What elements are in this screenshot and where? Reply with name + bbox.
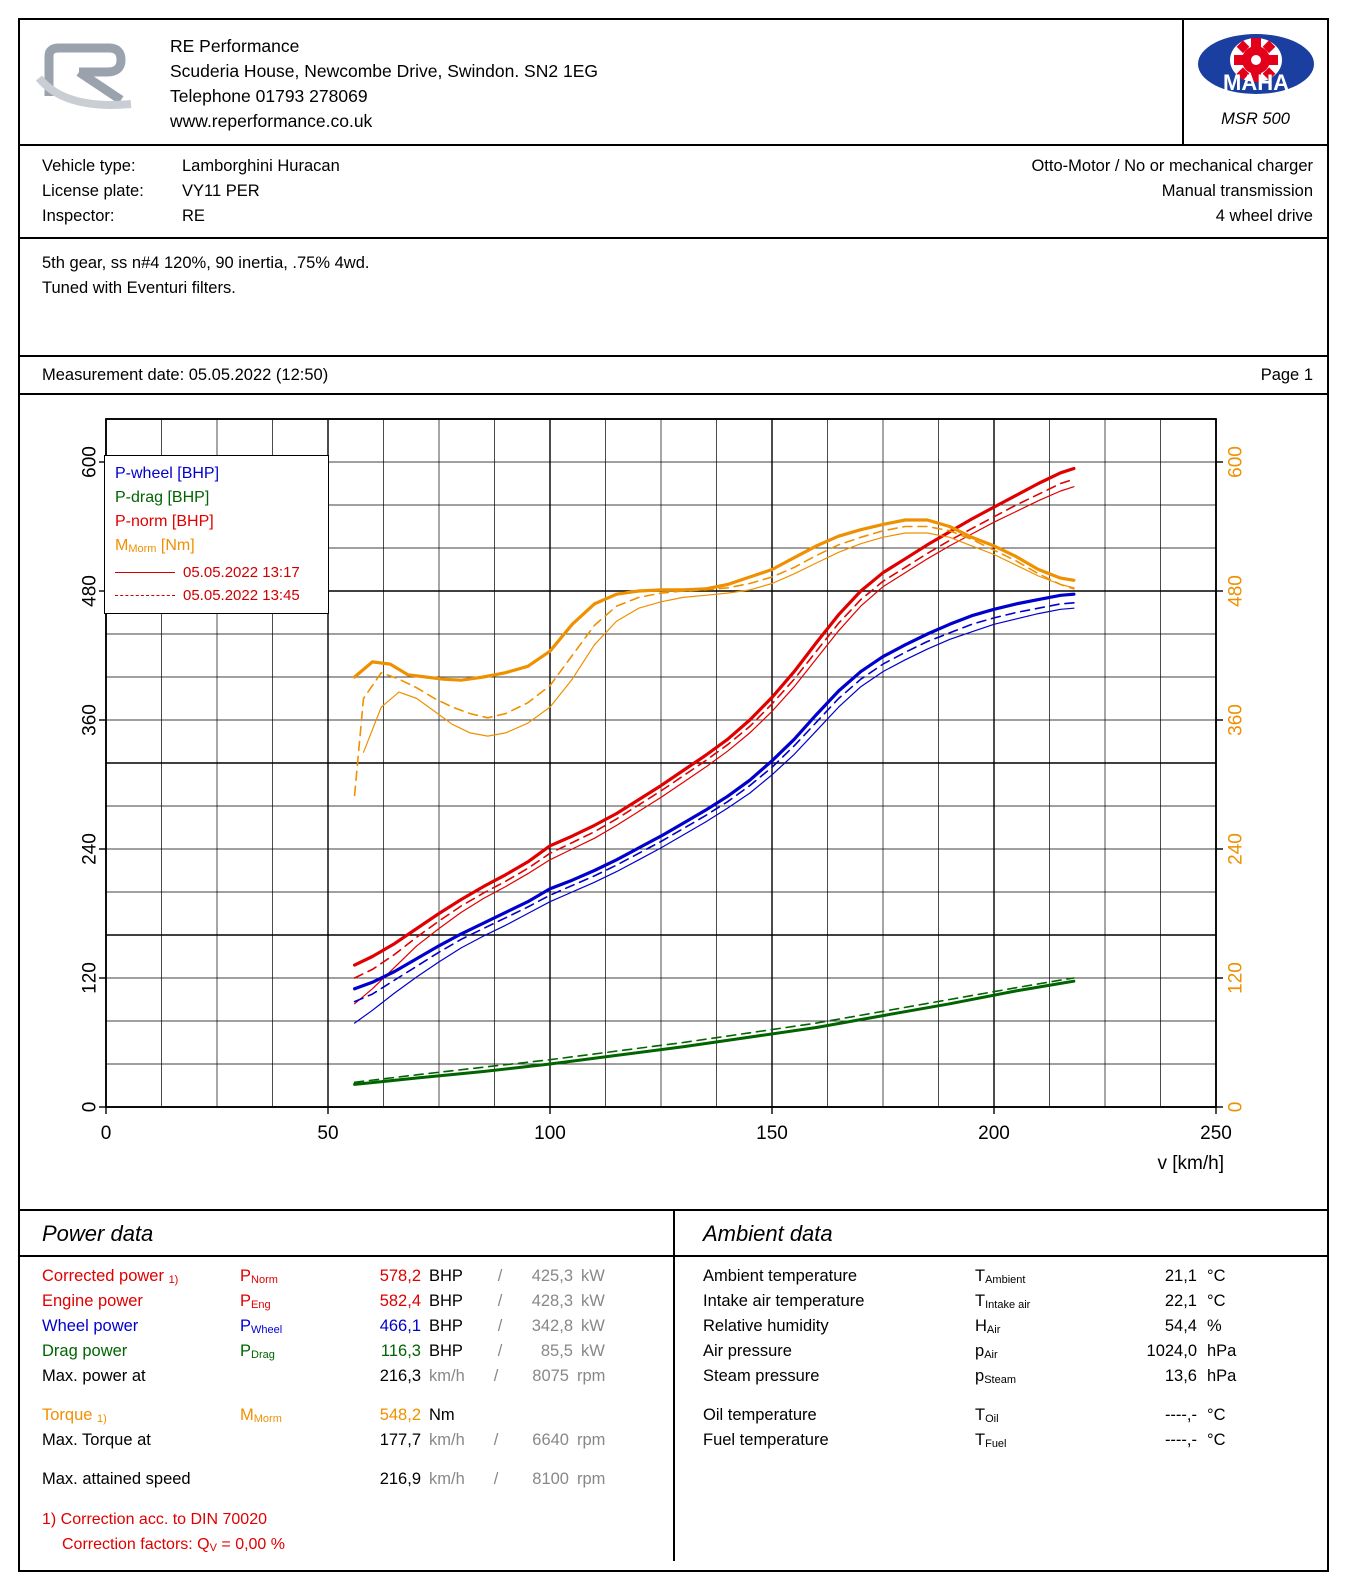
test-note-line-2: Tuned with Eventuri filters. [42, 279, 236, 297]
power-row-value-2: 428,3 [531, 1292, 573, 1310]
ambient-row-unit: °C [1207, 1406, 1226, 1424]
power-row-separator: / [493, 1431, 499, 1449]
power-data-footnotes [20, 1495, 673, 1561]
spacer [20, 1456, 673, 1470]
power-row-label: Torque 1) [42, 1406, 107, 1425]
ambient-row-unit: hPa [1207, 1367, 1237, 1385]
legend-line-dashed [115, 595, 175, 596]
power-row-label: Max. Torque at [42, 1431, 151, 1449]
ambient-data-panel [675, 1211, 1327, 1561]
svg-text:50: 50 [317, 1123, 339, 1144]
power-row-value: 116,3 [380, 1342, 421, 1360]
ambient-data-row [675, 1292, 1327, 1317]
power-row-label: Wheel power [42, 1317, 139, 1335]
license-plate-label: License plate: [42, 182, 144, 200]
svg-text:0: 0 [100, 1123, 112, 1144]
svg-text:0: 0 [79, 1101, 101, 1113]
spacer [20, 1392, 673, 1406]
ambient-row-unit: °C [1207, 1431, 1226, 1449]
ambient-row-value: 1024,0 [1146, 1342, 1197, 1360]
svg-text:100: 100 [534, 1123, 566, 1144]
ambient-data-row [675, 1267, 1327, 1292]
power-data-row [20, 1431, 673, 1456]
power-row-unit-2: kW [581, 1317, 605, 1335]
svg-text:480: 480 [1225, 575, 1247, 607]
company-website: www.reperformance.co.uk [170, 111, 373, 131]
chart-series-line [355, 978, 1074, 1082]
footnote-correction: 1) Correction acc. to DIN 70020 [42, 1511, 267, 1528]
power-row-unit: km/h [429, 1367, 465, 1385]
svg-text:240: 240 [1225, 833, 1247, 865]
legend-run-2: 05.05.2022 13:45 [115, 584, 320, 607]
report-header [20, 20, 1327, 146]
power-row-unit-2: rpm [577, 1367, 606, 1385]
ambient-row-label: Relative humidity [703, 1317, 829, 1335]
power-row-unit: BHP [429, 1317, 463, 1335]
chart-legend [104, 455, 329, 614]
svg-text:120: 120 [79, 962, 101, 994]
power-row-symbol: PWheel [240, 1317, 283, 1336]
engine-type: Otto-Motor / No or mechanical charger [1031, 157, 1313, 175]
power-row-value-2: 425,3 [531, 1267, 573, 1285]
power-data-title: Power data [20, 1211, 673, 1257]
ambient-row-value: 54,4 [1164, 1317, 1197, 1335]
ambient-row-label: Fuel temperature [703, 1431, 829, 1449]
inspector-value: RE [182, 207, 205, 225]
chart-series-line [355, 469, 1074, 966]
company-details [160, 20, 1182, 144]
ambient-data-row [675, 1431, 1327, 1456]
power-row-unit-2: rpm [577, 1431, 606, 1449]
power-row-separator: / [497, 1292, 503, 1310]
power-row-symbol: PDrag [240, 1342, 275, 1361]
chart-series-line [355, 487, 1074, 1004]
license-plate-value: VY11 PER [182, 182, 260, 200]
device-model: MSR 500 [1221, 110, 1290, 128]
ambient-row-unit: °C [1207, 1292, 1226, 1310]
svg-text:0: 0 [1225, 1101, 1247, 1113]
power-row-value-2: 85,5 [540, 1342, 573, 1360]
power-data-rows [20, 1257, 673, 1495]
svg-text:v [km/h]: v [km/h] [1157, 1153, 1224, 1174]
power-data-row [20, 1342, 673, 1367]
company-address: Scuderia House, Newcombe Drive, Swindon. SN2 1EG [170, 61, 598, 81]
ambient-data-rows [675, 1257, 1327, 1456]
power-data-row [20, 1470, 673, 1495]
power-row-unit-2: kW [581, 1342, 605, 1360]
power-row-unit-2: rpm [577, 1470, 606, 1488]
company-name: RE Performance [170, 36, 300, 56]
maha-brand-block [1182, 20, 1327, 144]
legend-item-p-norm: P-norm [BHP] [115, 513, 214, 530]
svg-text:240: 240 [79, 833, 101, 865]
svg-text:480: 480 [79, 575, 101, 607]
legend-line-solid [115, 572, 175, 573]
footnote-correction-factors: Correction factors: QV = 0,00 % [62, 1536, 285, 1554]
ambient-data-row [675, 1406, 1327, 1431]
legend-run-1: 05.05.2022 13:17 [115, 561, 320, 584]
re-performance-logo [20, 20, 160, 144]
power-row-unit: km/h [429, 1431, 465, 1449]
power-row-separator: / [497, 1267, 503, 1285]
power-row-label: Corrected power 1) [42, 1267, 179, 1286]
power-row-label: Engine power [42, 1292, 143, 1310]
power-row-separator: / [493, 1470, 499, 1488]
vehicle-info-left [20, 154, 883, 229]
power-row-value-2: 8100 [532, 1470, 569, 1488]
measurement-bar [20, 357, 1327, 395]
power-row-value-2: 342,8 [531, 1317, 573, 1335]
ambient-row-symbol: HAir [975, 1317, 1001, 1336]
ambient-row-unit: hPa [1207, 1342, 1237, 1360]
ambient-row-symbol: pAir [975, 1342, 998, 1361]
ambient-row-label: Ambient temperature [703, 1267, 858, 1285]
svg-text:250: 250 [1200, 1123, 1232, 1144]
report-frame [18, 18, 1329, 1572]
power-data-row [20, 1406, 673, 1431]
power-row-value: 216,3 [379, 1367, 421, 1385]
power-row-separator: / [497, 1317, 503, 1335]
drive-type: 4 wheel drive [1215, 207, 1313, 225]
ambient-data-title: Ambient data [675, 1211, 1327, 1257]
maha-logo [1195, 30, 1317, 106]
svg-text:150: 150 [756, 1123, 788, 1144]
power-data-row [20, 1292, 673, 1317]
vehicle-type-value: Lamborghini Huracan [182, 157, 340, 175]
ambient-row-label: Intake air temperature [703, 1292, 865, 1310]
power-row-unit-2: kW [581, 1292, 605, 1310]
svg-text:360: 360 [1225, 704, 1247, 736]
ambient-row-unit: % [1207, 1317, 1222, 1335]
ambient-row-label: Oil temperature [703, 1406, 817, 1424]
company-telephone: Telephone 01793 278069 [170, 86, 368, 106]
test-note-line-1: 5th gear, ss n#4 120%, 90 inertia, .75% 4wd. [42, 254, 370, 272]
ambient-row-value: 13,6 [1164, 1367, 1197, 1385]
power-row-separator: / [497, 1342, 503, 1360]
legend-item-p-drag: P-drag [BHP] [115, 489, 210, 506]
chart-series-line [355, 594, 1074, 989]
svg-text:120: 120 [1225, 962, 1247, 994]
page-number: Page 1 [1260, 365, 1313, 384]
spacer [675, 1392, 1327, 1406]
power-row-separator: / [493, 1367, 499, 1385]
legend-item-p-wheel: P-wheel [BHP] [115, 465, 220, 482]
ambient-row-label: Steam pressure [703, 1367, 820, 1385]
power-row-value: 578,2 [379, 1267, 421, 1285]
power-row-unit: BHP [429, 1342, 463, 1360]
vehicle-type-label: Vehicle type: [42, 157, 136, 175]
chart-series-line [355, 603, 1074, 1002]
legend-item-m-morm: MMorm [Nm] [115, 537, 195, 555]
svg-text:200: 200 [978, 1123, 1010, 1144]
ambient-row-symbol: TFuel [975, 1431, 1007, 1450]
ambient-row-label: Air pressure [703, 1342, 792, 1360]
power-row-value: 548,2 [379, 1406, 421, 1424]
power-data-row [20, 1267, 673, 1292]
power-row-unit-2: kW [581, 1267, 605, 1285]
power-row-label: Drag power [42, 1342, 128, 1360]
power-data-panel [20, 1211, 675, 1561]
power-row-value-2: 8075 [532, 1367, 569, 1385]
measurement-date: Measurement date: 05.05.2022 (12:50) [42, 365, 329, 384]
vehicle-info [20, 146, 1327, 239]
power-data-row [20, 1317, 673, 1342]
power-row-symbol: PNorm [240, 1267, 278, 1286]
ambient-row-symbol: pSteam [975, 1367, 1016, 1386]
power-row-label: Max. attained speed [42, 1470, 191, 1488]
svg-text:600: 600 [79, 446, 101, 478]
transmission-type: Manual transmission [1161, 182, 1313, 200]
power-row-unit: BHP [429, 1267, 463, 1285]
power-row-unit: km/h [429, 1470, 465, 1488]
chart-series-line [355, 608, 1074, 1023]
ambient-row-value: ----,- [1164, 1406, 1197, 1424]
inspector-label: Inspector: [42, 207, 115, 225]
ambient-row-value: 21,1 [1164, 1267, 1197, 1285]
power-row-label: Max. power at [42, 1367, 146, 1385]
svg-text:360: 360 [79, 704, 101, 736]
svg-text:MAHA: MAHA [1222, 70, 1289, 95]
ambient-row-symbol: TIntake air [975, 1292, 1031, 1311]
data-panels [20, 1211, 1327, 1561]
ambient-row-symbol: TOil [975, 1406, 999, 1425]
power-row-value: 466,1 [379, 1317, 421, 1335]
power-row-symbol: MMorm [240, 1406, 282, 1425]
dyno-chart [20, 395, 1327, 1211]
ambient-row-value: ----,- [1164, 1431, 1197, 1449]
svg-text:600: 600 [1225, 446, 1247, 478]
ambient-row-unit: °C [1207, 1267, 1226, 1285]
ambient-data-row [675, 1317, 1327, 1342]
vehicle-info-right [883, 154, 1327, 229]
power-row-value: 582,4 [379, 1292, 421, 1310]
test-notes [20, 239, 1327, 357]
power-row-value: 216,9 [379, 1470, 421, 1488]
power-row-symbol: PEng [240, 1292, 271, 1311]
power-data-row [20, 1367, 673, 1392]
power-row-value: 177,7 [379, 1431, 421, 1449]
ambient-data-row [675, 1342, 1327, 1367]
chart-series-line [364, 533, 1074, 752]
power-row-unit: BHP [429, 1292, 463, 1310]
ambient-row-symbol: TAmbient [975, 1267, 1026, 1286]
ambient-data-row [675, 1367, 1327, 1392]
ambient-row-value: 22,1 [1164, 1292, 1197, 1310]
power-row-value-2: 6640 [532, 1431, 569, 1449]
power-row-unit: Nm [429, 1406, 455, 1424]
